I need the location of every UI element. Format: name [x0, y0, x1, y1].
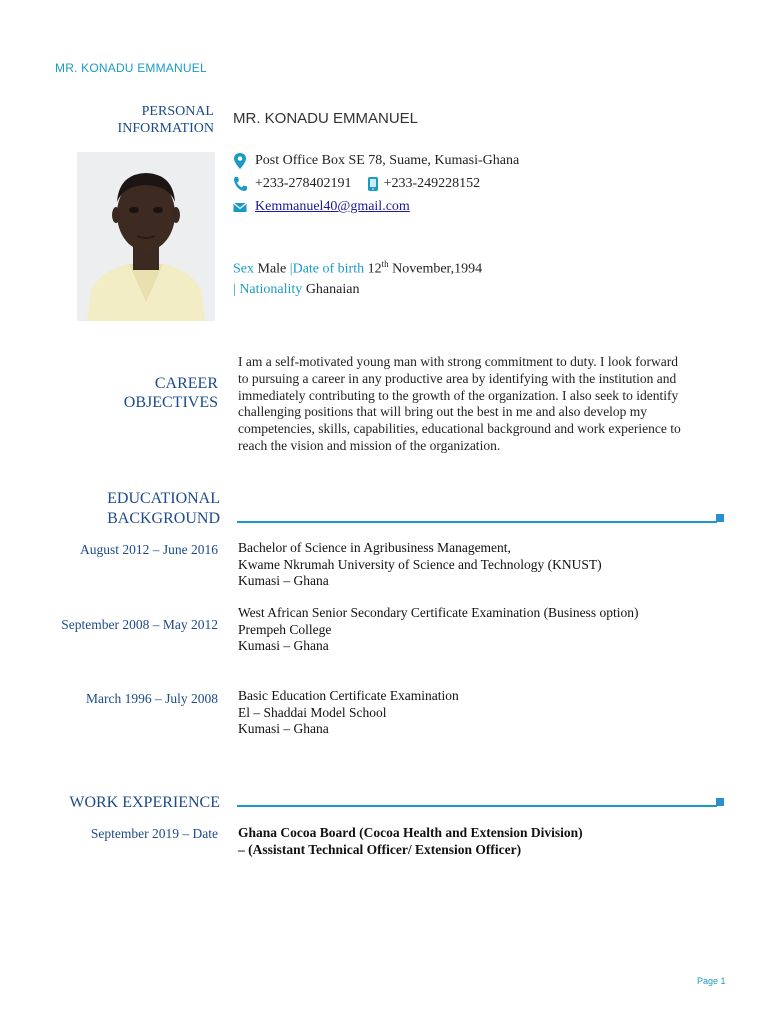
entry-line: Kumasi – Ghana: [238, 638, 329, 654]
entry-line: Prempeh College: [238, 621, 332, 637]
email-link[interactable]: Kemmanuel40@gmail.com: [255, 199, 410, 214]
entry-line: Kumasi – Ghana: [238, 573, 329, 589]
nationality-value: Ghanaian: [305, 282, 360, 297]
entry-line: West African Senior Secondary Certificate Examination (Business option): [238, 605, 639, 620]
sex-value: Male: [257, 261, 287, 277]
career-line: competencies, skills, capabilities, educational background and work experience to: [238, 421, 681, 437]
education-entry: [238, 605, 638, 655]
separator: |: [289, 261, 293, 277]
entry-line: El – Shaddai Model School: [238, 704, 387, 720]
personal-info-heading-line2: INFORMATION: [117, 121, 214, 136]
phone-number-2[interactable]: +233-249228152: [383, 176, 481, 191]
career-line: challenging positions that will bring out the best in me and also develop my: [238, 404, 648, 420]
education-date: September 2008 – May 2012: [61, 617, 218, 632]
envelope-icon: [233, 199, 247, 215]
map-pin-icon: [233, 153, 247, 169]
career-objectives-text: [238, 354, 728, 455]
work-entry: [238, 825, 583, 858]
education-divider-marker: [716, 514, 724, 522]
career-line: immediately contributing to the growth of the organization. I also seek to identify: [238, 387, 679, 403]
dob-suffix: th: [381, 259, 389, 269]
email-row: [233, 198, 410, 216]
career-line: to pursuing a career in any productive area by identifying with the institution and: [238, 370, 677, 386]
separator: |: [233, 282, 236, 297]
work-experience-heading: WORK EXPERIENCE: [69, 794, 220, 811]
phone-icon: [233, 176, 247, 192]
entry-line: Kumasi – Ghana: [238, 721, 329, 737]
profile-photo: [77, 152, 215, 321]
entry-line: Ghana Cocoa Board (Cocoa Health and Extension Division): [238, 825, 583, 840]
candidate-name: MR. KONADU EMMANUEL: [233, 110, 419, 127]
mobile-phone-icon: [366, 176, 380, 192]
entry-line: – (Assistant Technical Officer/ Extension Officer): [238, 841, 522, 857]
portrait-picture: [77, 152, 215, 321]
nationality-label: Nationality: [239, 282, 303, 297]
education-date: March 1996 – July 2008: [86, 691, 218, 706]
sex-label: Sex: [233, 261, 254, 277]
education-entry: [238, 540, 602, 590]
education-entry: [238, 688, 459, 738]
address-row: [233, 152, 519, 170]
education-divider: [237, 521, 717, 523]
education-heading-line2: BACKGROUND: [107, 510, 220, 527]
dob-rest: November,1994: [392, 261, 483, 277]
entry-line: Bachelor of Science in Agribusiness Management,: [238, 540, 511, 555]
phone-number-1[interactable]: +233-278402191: [255, 176, 352, 191]
personal-info-heading-line1: PERSONAL: [141, 104, 214, 119]
page-number: Page 1: [697, 976, 726, 986]
personal-info-heading: [118, 103, 214, 137]
work-date: September 2019 – Date: [90, 826, 218, 841]
career-line: I am a self-motivated young man with strong commitment to duty. I look forward: [238, 354, 679, 369]
bio-row-2: [233, 282, 359, 298]
address-text: Post Office Box SE 78, Suame, Kumasi-Ghana: [255, 153, 520, 168]
bio-row-1: [233, 259, 482, 278]
header-name: MR. KONADU EMMANUEL: [55, 61, 207, 75]
work-divider: [237, 805, 717, 807]
dob-day: 12: [367, 261, 382, 277]
education-date: August 2012 – June 2016: [80, 542, 218, 557]
work-divider-marker: [716, 798, 724, 806]
education-heading: [107, 489, 220, 529]
entry-line: Kwame Nkrumah University of Science and Technology (KNUST): [238, 556, 602, 572]
career-heading-line2: OBJECTIVES: [123, 394, 218, 411]
entry-line: Basic Education Certificate Examination: [238, 688, 459, 703]
career-line: reach the vision and mission of the organization.: [238, 437, 501, 453]
phone-row: [233, 175, 480, 193]
dob-label: Date of birth: [292, 261, 365, 277]
education-heading-line1: EDUCATIONAL: [107, 490, 220, 507]
career-heading-line1: CAREER: [154, 375, 218, 392]
career-objectives-heading: [124, 374, 218, 412]
